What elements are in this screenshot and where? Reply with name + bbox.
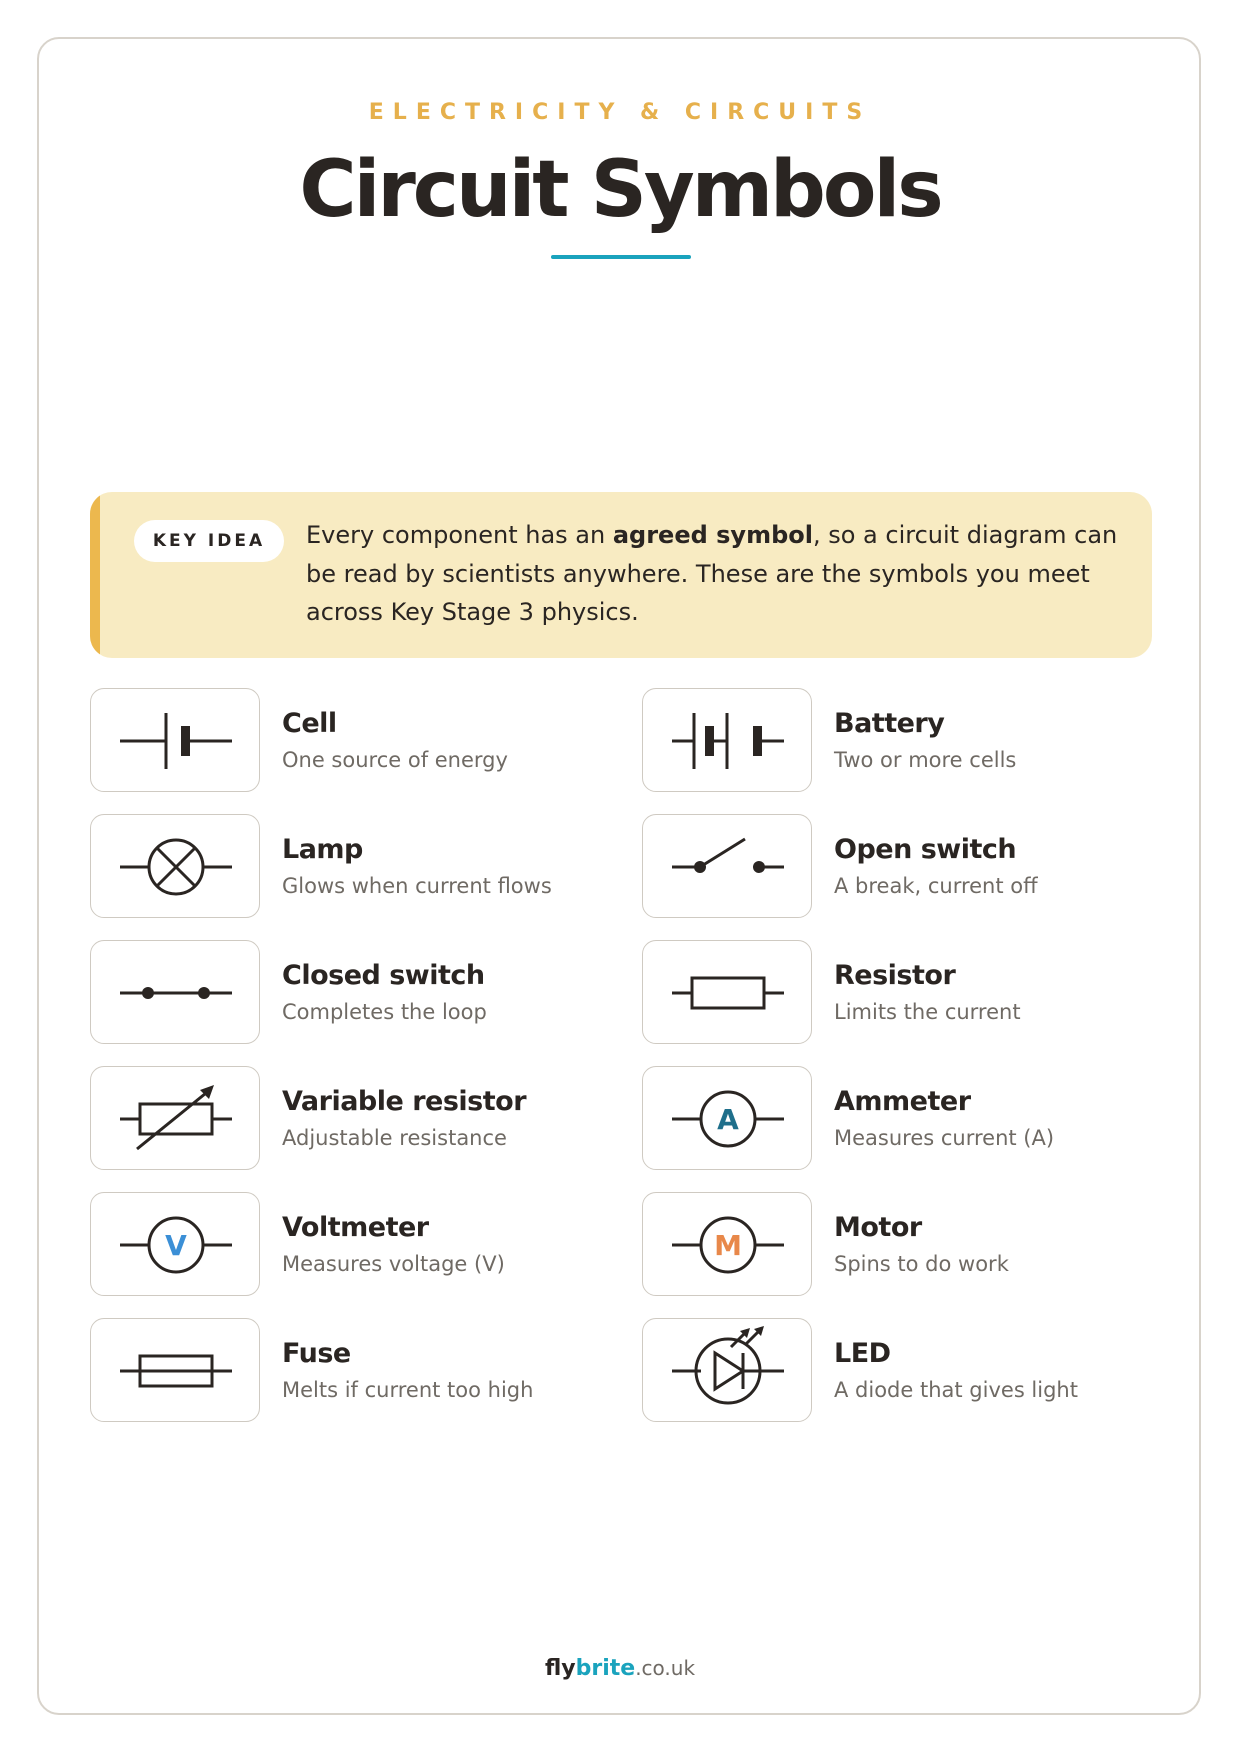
- component-desc: A diode that gives light: [834, 1378, 1078, 1402]
- component-desc: Glows when current flows: [282, 874, 552, 898]
- symbol-box: [90, 1192, 260, 1296]
- key-idea-accent-bar: [90, 492, 100, 658]
- symbol-box: [90, 1066, 260, 1170]
- ammeter-letter: A: [717, 1103, 739, 1136]
- cell-icon: [91, 689, 261, 793]
- symbol-box: [642, 814, 812, 918]
- motor-letter: M: [714, 1229, 742, 1262]
- key-idea-text-before: Every component has an: [306, 521, 613, 549]
- component-name: Cell: [282, 708, 337, 739]
- ammeter-icon: [643, 1067, 813, 1171]
- component-desc: Limits the current: [834, 1000, 1021, 1024]
- component-card-led: [642, 1318, 1240, 1422]
- key-idea-panel: [90, 492, 1152, 658]
- component-desc: One source of energy: [282, 748, 508, 772]
- fuse-icon: [91, 1319, 261, 1423]
- component-name: Closed switch: [282, 960, 485, 991]
- component-name: Variable resistor: [282, 1086, 527, 1117]
- open-switch-icon: [643, 815, 813, 919]
- component-card-battery: [642, 688, 1240, 792]
- component-name: Voltmeter: [282, 1212, 429, 1243]
- symbol-box: [642, 1066, 812, 1170]
- component-card-cell: [90, 688, 690, 792]
- closed-switch-icon: [91, 941, 261, 1045]
- key-idea-text: [306, 516, 1126, 632]
- symbol-box: [642, 940, 812, 1044]
- component-name: Resistor: [834, 960, 956, 991]
- component-name: Fuse: [282, 1338, 351, 1369]
- brand-domain: .co.uk: [635, 1656, 696, 1680]
- symbol-box: [642, 688, 812, 792]
- symbol-box: [90, 1318, 260, 1422]
- component-name: Ammeter: [834, 1086, 971, 1117]
- component-card-voltmeter: [90, 1192, 690, 1296]
- component-desc: Completes the loop: [282, 1000, 487, 1024]
- voltmeter-letter: V: [165, 1229, 187, 1262]
- symbol-box: [642, 1192, 812, 1296]
- eyebrow: ELECTRICITY & CIRCUITS: [368, 100, 872, 125]
- component-card-ammeter: [642, 1066, 1240, 1170]
- symbol-box: [642, 1318, 812, 1422]
- component-card-fuse: [90, 1318, 690, 1422]
- component-desc: Measures voltage (V): [282, 1252, 505, 1276]
- component-card-closed-switch: [90, 940, 690, 1044]
- brand-brite: brite: [575, 1656, 636, 1681]
- component-name: Open switch: [834, 834, 1017, 865]
- led-icon: [643, 1319, 813, 1423]
- symbol-box: [90, 688, 260, 792]
- component-desc: Measures current (A): [834, 1126, 1055, 1150]
- page-title: Circuit Symbols: [299, 145, 941, 235]
- component-name: LED: [834, 1338, 891, 1369]
- component-desc: A break, current off: [834, 874, 1038, 898]
- component-name: Lamp: [282, 834, 363, 865]
- component-desc: Melts if current too high: [282, 1378, 534, 1402]
- component-card-motor: [642, 1192, 1240, 1296]
- variable-resistor-icon: [91, 1067, 261, 1171]
- component-desc: Adjustable resistance: [282, 1126, 507, 1150]
- component-card-open-switch: [642, 814, 1240, 918]
- symbol-box: [90, 814, 260, 918]
- component-card-lamp: [90, 814, 690, 918]
- component-desc: Two or more cells: [834, 748, 1017, 772]
- resistor-icon: [643, 941, 813, 1045]
- component-card-variable-resistor: [90, 1066, 690, 1170]
- title-underline: [551, 255, 691, 259]
- key-idea-text-bold: agreed symbol: [612, 521, 813, 549]
- voltmeter-icon: [91, 1193, 261, 1297]
- key-idea-label: KEY IDEA: [134, 520, 284, 562]
- lamp-icon: [91, 815, 261, 919]
- symbol-box: [90, 940, 260, 1044]
- component-card-resistor: [642, 940, 1240, 1044]
- brand-fly: fly: [544, 1656, 576, 1681]
- key-idea-text-after: , so a circuit diagram can be read by scientists anywhere. These are the symbols you meet across Key Stage 3 physics.: [306, 521, 1118, 626]
- motor-icon: [643, 1193, 813, 1297]
- battery-icon: [643, 689, 813, 793]
- component-desc: Spins to do work: [834, 1252, 1009, 1276]
- component-name: Motor: [834, 1212, 922, 1243]
- footer-brand[interactable]: [0, 1656, 1240, 1681]
- component-name: Battery: [834, 708, 945, 739]
